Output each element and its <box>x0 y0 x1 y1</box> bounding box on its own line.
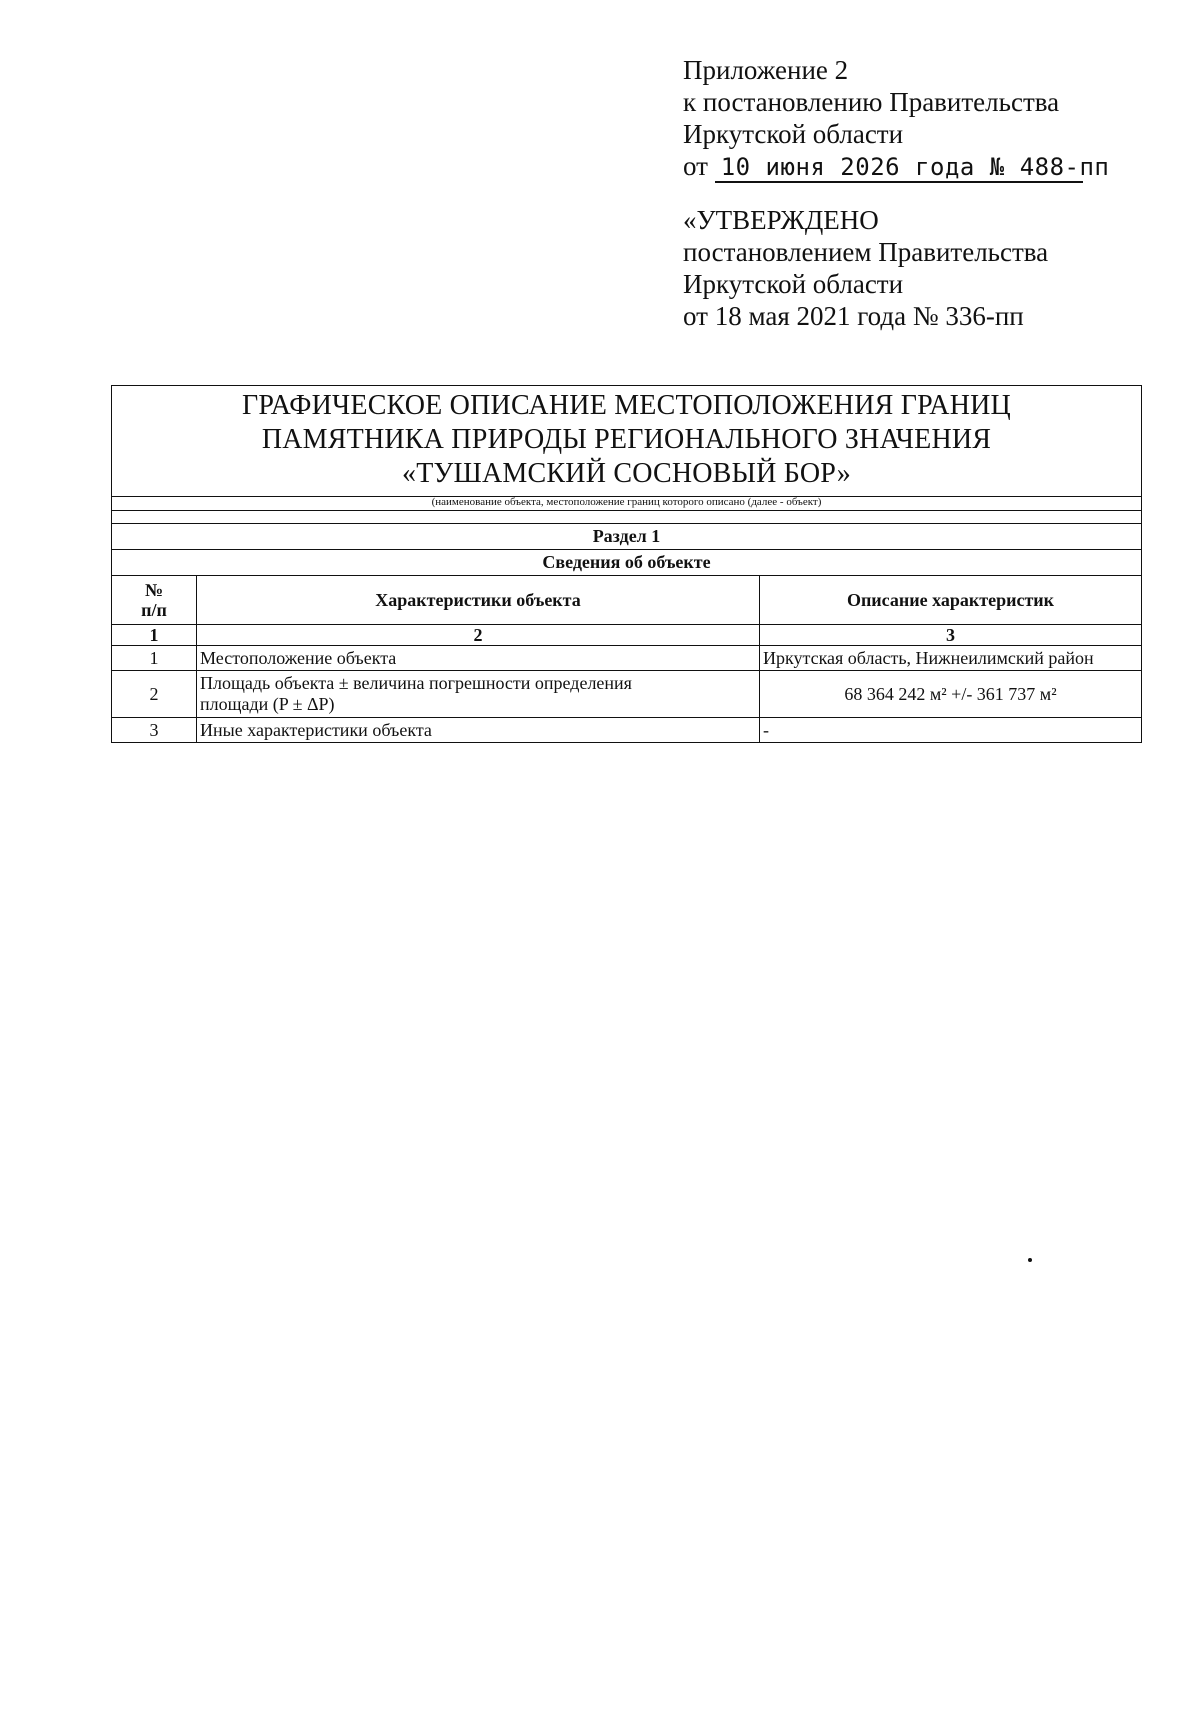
approval-date-line: от 18 мая 2021 года № 336-пп <box>683 301 1024 331</box>
annex-resolution-line: к постановлению Правительства <box>683 87 1060 117</box>
spacer-row <box>112 511 1141 524</box>
annex-date-line <box>683 150 1110 183</box>
approval-resolution-line: постановлением Правительства <box>683 237 1049 267</box>
document-title-line-1: ГРАФИЧЕСКОЕ ОПИСАНИЕ МЕСТОПОЛОЖЕНИЯ ГРАНИЦ <box>242 390 1011 421</box>
scan-speck <box>1028 1258 1032 1262</box>
row-characteristic-line: площади (P ± ΔP) <box>200 694 335 714</box>
row-description: Иркутская область, Нижнеилимский район <box>760 646 1142 671</box>
document-title <box>112 386 1141 494</box>
annex-region-line: Иркутской области <box>683 119 904 149</box>
annex-date-value: 10 июня 2026 года № 488-пп <box>715 153 1083 183</box>
approval-stamp: «УТВЕРЖДЕНО <box>683 205 879 235</box>
row-characteristic: Местоположение объекта <box>197 646 760 671</box>
table-row <box>112 646 1141 671</box>
row-number: 2 <box>112 671 197 718</box>
document-title-line-3: «ТУШАМСКИЙ СОСНОВЫЙ БОР» <box>402 458 851 489</box>
annex-date-prefix: от <box>683 151 708 181</box>
table-header-row <box>112 576 1141 625</box>
approval-block <box>683 204 1103 332</box>
annex-block <box>683 54 1110 332</box>
header-num-symbol: № <box>144 580 164 600</box>
section-title: Сведения об объекте <box>112 550 1141 576</box>
row-number: 3 <box>112 718 197 743</box>
caption-row <box>112 496 1141 511</box>
row-characteristic <box>197 671 760 718</box>
object-caption: (наименование объекта, местоположение границ которого описано (далее - объект) <box>431 496 822 508</box>
header-description: Описание характеристик <box>760 576 1142 625</box>
row-description: - <box>760 718 1142 743</box>
table-row <box>112 671 1141 718</box>
table-row <box>112 718 1141 743</box>
row-description: 68 364 242 м² +/- 361 737 м² <box>760 671 1142 718</box>
row-characteristic: Иные характеристики объекта <box>197 718 760 743</box>
row-characteristic-line: Площадь объекта ± величина погрешности определения <box>200 673 632 693</box>
object-info-table <box>112 576 1141 742</box>
column-index: 2 <box>197 625 760 646</box>
column-index: 1 <box>112 625 197 646</box>
column-index: 3 <box>760 625 1142 646</box>
header-num <box>112 576 197 625</box>
approval-region-line: Иркутской области <box>683 269 904 299</box>
document-title-line-2: ПАМЯТНИКА ПРИРОДЫ РЕГИОНАЛЬНОГО ЗНАЧЕНИЯ <box>261 424 992 455</box>
section-label: Раздел 1 <box>112 524 1141 550</box>
row-number: 1 <box>112 646 197 671</box>
annex-title: Приложение 2 <box>683 55 849 85</box>
header-characteristics: Характеристики объекта <box>197 576 760 625</box>
header-num-pp: п/п <box>141 600 167 620</box>
description-frame <box>111 385 1142 743</box>
table-index-row <box>112 625 1141 646</box>
